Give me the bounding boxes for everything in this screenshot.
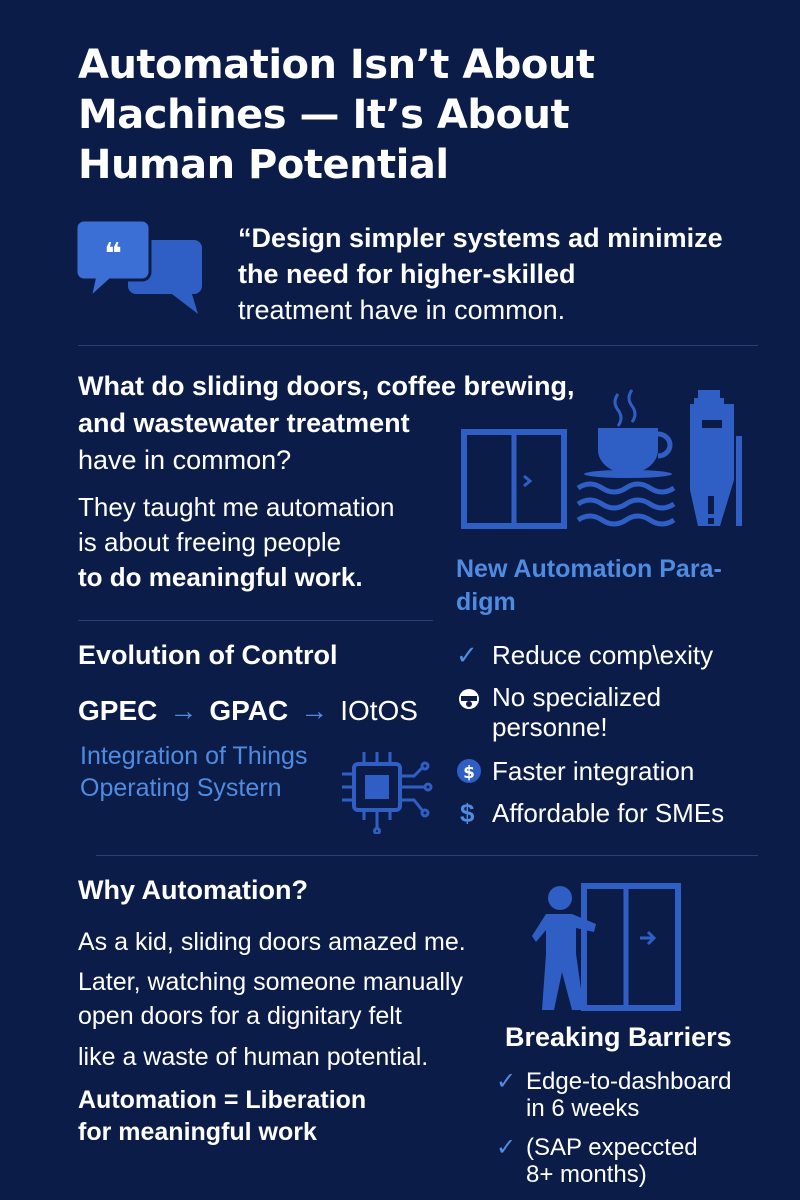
intro-question-line-1: What do sliding doors, coffee brewing, xyxy=(78,371,575,401)
paradigm-heading-line-2: digm xyxy=(456,588,516,616)
evolution-subtitle-line-2: Operating Systern xyxy=(80,774,282,802)
intro-answer-line-3: to do meaningful work. xyxy=(78,562,363,592)
quote-line-3: treatment have in common. xyxy=(238,295,566,325)
paradigm-item-label: Faster integration xyxy=(492,756,695,786)
chip-icon xyxy=(340,750,436,834)
person-opening-door-icon xyxy=(528,880,688,1015)
quote-text xyxy=(238,220,778,328)
quote-mark: ❝ xyxy=(104,237,122,272)
evolution-subtitle xyxy=(80,740,340,804)
dollar-icon: $ xyxy=(460,798,475,828)
barrier-item-line: (SAP expeccted xyxy=(526,1134,698,1161)
why-heading: Why Automation? xyxy=(78,875,308,905)
why-text: like a waste of human potential. xyxy=(78,1043,429,1071)
evolution-chain xyxy=(78,695,418,727)
paradigm-item-label: No specialized xyxy=(492,682,662,712)
arrow-right-icon: → xyxy=(169,695,198,726)
why-paragraph-2 xyxy=(78,965,518,1033)
barrier-item-line: in 6 weeks xyxy=(526,1095,640,1122)
evolution-step-1: GPEC xyxy=(78,695,158,726)
evolution-heading: Evolution of Control xyxy=(78,640,338,670)
intro-question-line-2: and wastewater treatment xyxy=(78,408,410,438)
intro-answer-line-2: is about freeing people xyxy=(78,527,342,557)
checkmark-icon: ✓ xyxy=(496,1068,517,1095)
paradigm-item-label: personne! xyxy=(492,712,608,742)
page-title xyxy=(78,40,758,190)
barrier-item-line: 8+ months) xyxy=(526,1161,647,1188)
paradigm-item-label: Affordable for SMEs xyxy=(492,798,725,828)
paradigm-heading-line-1: New Automation Para- xyxy=(456,555,722,583)
divider xyxy=(78,620,433,621)
why-paragraph-1 xyxy=(78,925,518,959)
quote-line-1: “Design simpler systems ad minimize xyxy=(238,223,723,253)
coffee-cup-icon xyxy=(584,390,672,478)
barrier-item-line: Edge-to-dashboard xyxy=(526,1068,732,1095)
title-line-2: Machines — It’s About xyxy=(78,92,570,138)
quote-line-2: the need for higher-skilled xyxy=(238,259,576,289)
paradigm-item-label: Reduce comp\exity xyxy=(492,640,714,670)
divider xyxy=(96,855,758,856)
why-paragraph-3 xyxy=(78,1040,518,1074)
title-line-3: Human Potential xyxy=(78,142,449,188)
checkmark-icon: ✓ xyxy=(496,1134,517,1161)
intro-illustration xyxy=(458,380,748,530)
title-line-1: Automation Isn’t About xyxy=(78,42,595,88)
sliding-door-icon xyxy=(464,432,564,526)
dollar-circle-icon xyxy=(456,758,482,784)
evolution-subtitle-line-1: Integration of Things xyxy=(80,742,308,770)
arrow-right-icon: → xyxy=(300,695,329,726)
divider xyxy=(78,345,758,346)
why-conclusion xyxy=(78,1084,458,1148)
water-waves-icon xyxy=(578,484,674,524)
water-tower-icon xyxy=(690,390,742,526)
why-text: open doors for a dignitary felt xyxy=(78,1002,402,1030)
why-conclusion-line-2: for meaningful work xyxy=(78,1118,317,1146)
evolution-step-2: GPAC xyxy=(209,695,289,726)
why-text: As a kid, sliding doors amazed me. xyxy=(78,928,466,956)
person-icon xyxy=(458,688,480,710)
evolution-step-3: IOtOS xyxy=(340,695,418,726)
barriers-heading: Breaking Barriers xyxy=(505,1022,732,1052)
svg-text:$: $ xyxy=(463,763,475,783)
paradigm-heading xyxy=(456,553,756,619)
intro-answer-line-1: They taught me automation xyxy=(78,492,395,522)
intro-question-line-3: have in common? xyxy=(78,445,292,475)
why-text: Later, watching someone manually xyxy=(78,968,463,996)
why-conclusion-line-1: Automation = Liberation xyxy=(78,1086,367,1114)
checkmark-icon: ✓ xyxy=(456,640,478,670)
speech-bubbles-icon xyxy=(76,218,206,318)
intro-answer xyxy=(78,490,458,595)
